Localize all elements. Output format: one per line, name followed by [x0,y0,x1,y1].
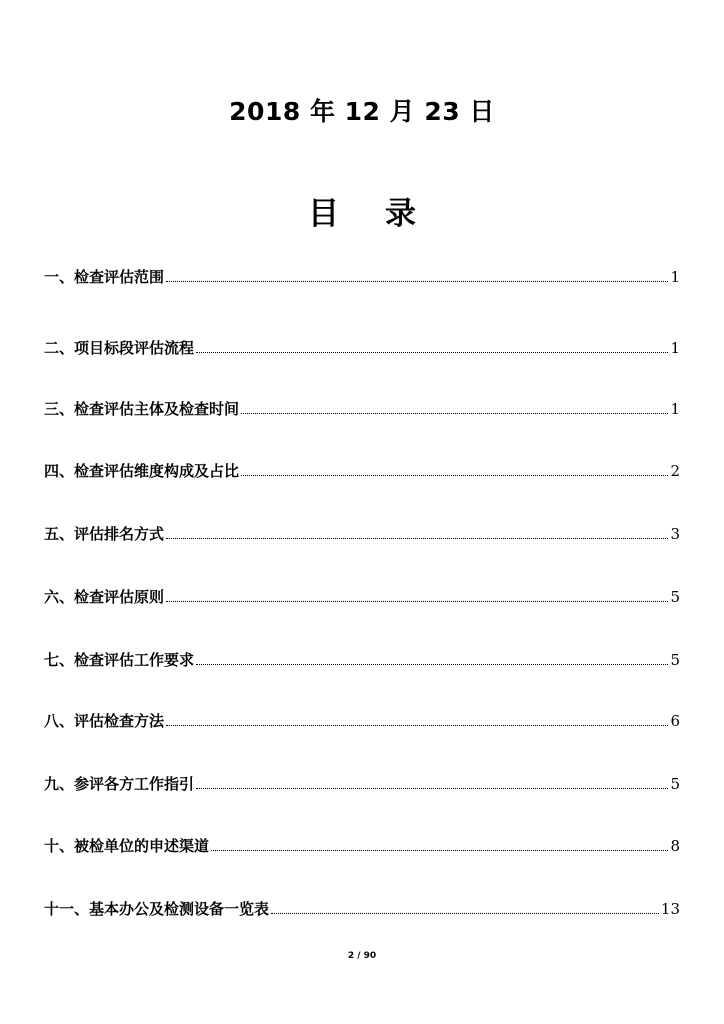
toc-heading-char-1: 目 [308,196,339,232]
toc-entry-label: 一、检查评估范围 [44,268,165,286]
toc-entry-label: 二、项目标段评估流程 [44,339,195,357]
toc-entry[interactable] [44,397,680,419]
toc-entry-label: 六、检查评估原则 [44,588,165,606]
toc-entry-page: 8 [670,837,680,855]
toc-leader-dots [166,600,668,602]
toc-entry-page: 1 [670,400,680,418]
toc-leader-dots [196,663,668,665]
page-number-footer: 2 / 90 [347,951,377,961]
toc-entry[interactable] [44,709,680,731]
toc-entry-page: 5 [670,775,680,793]
document-date: 2018 年 12 月 23 日 [229,97,495,126]
toc-leader-dots [196,787,668,789]
table-of-contents [44,0,680,1024]
toc-entry[interactable] [44,585,680,607]
toc-entry-label: 十一、基本办公及检测设备一览表 [44,900,270,918]
toc-leader-dots [196,351,668,353]
toc-entry-label: 四、检查评估维度构成及占比 [44,462,240,480]
toc-entry[interactable] [44,459,680,481]
toc-leader-dots [241,412,668,414]
toc-entry-label: 十、被检单位的申述渠道 [44,837,210,855]
toc-entry[interactable] [44,522,680,544]
toc-entry-label: 八、评估检查方法 [44,712,165,730]
toc-entry-page: 3 [670,525,680,543]
toc-heading-char-2: 录 [385,196,416,232]
toc-entry[interactable] [44,336,680,358]
toc-leader-dots [271,912,659,914]
toc-leader-dots [211,849,668,851]
toc-entry-label: 五、评估排名方式 [44,525,165,543]
toc-entry[interactable] [44,648,680,670]
toc-entry-page: 5 [670,651,680,669]
toc-entry-page: 1 [670,339,680,357]
toc-leader-dots [166,537,668,539]
toc-leader-dots [166,724,668,726]
toc-entry[interactable] [44,834,680,856]
toc-leader-dots [166,280,668,282]
toc-entry-page: 1 [670,268,680,286]
toc-entry[interactable] [44,897,680,919]
toc-entry-page: 5 [670,588,680,606]
toc-entry[interactable] [44,772,680,794]
toc-entry-page: 13 [660,900,680,918]
toc-entry-label: 三、检查评估主体及检查时间 [44,400,240,418]
toc-entry-page: 2 [670,462,680,480]
toc-entry-label: 七、检查评估工作要求 [44,651,195,669]
toc-entry-label: 九、参评各方工作指引 [44,775,195,793]
toc-entry[interactable] [44,265,680,287]
toc-entry-page: 6 [670,712,680,730]
toc-leader-dots [241,474,668,476]
